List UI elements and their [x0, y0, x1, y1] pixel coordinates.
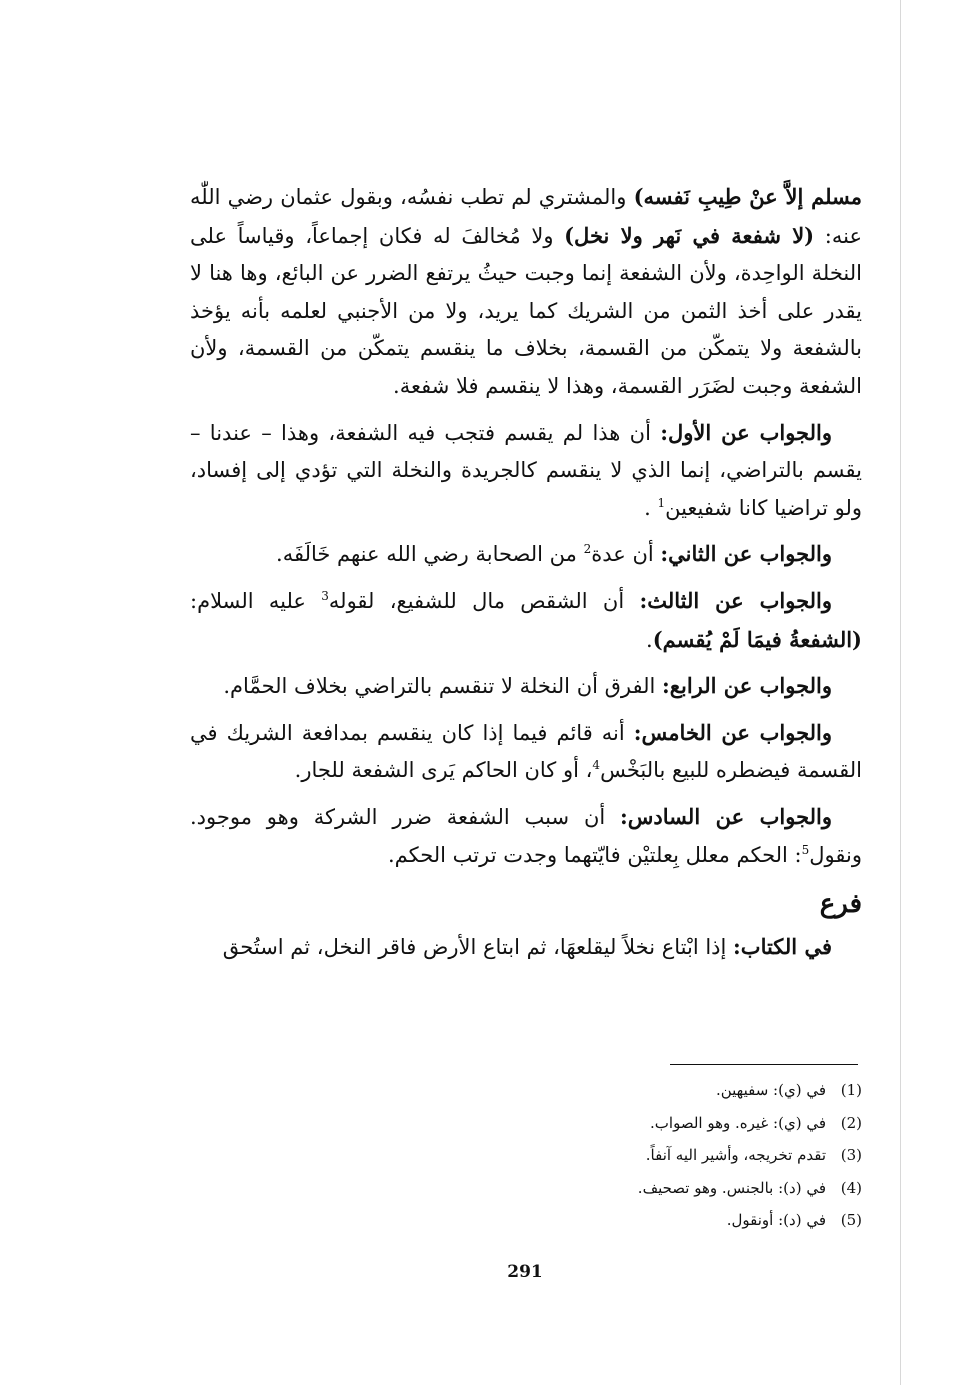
paragraph-answer-4: [190, 667, 862, 706]
paragraph-1-text-a: والمشتري لم تطب نفسُه، وبقول عثمان رضي اللّٰه عنه:: [190, 185, 862, 248]
answer-3-text-a: أن الشقص مال للشفيع، لقوله: [328, 588, 640, 613]
answer-5-lead: والجواب عن الخامس:: [633, 719, 833, 745]
footnote-4: [400, 1172, 862, 1205]
footnote-separator: [670, 1064, 858, 1065]
footnote-number: (4): [840, 1178, 862, 1197]
answer-3-end: .: [646, 627, 653, 652]
footnote-number: (5): [840, 1211, 862, 1229]
footnote-text: في (د): بالجنس. وهو تصحيف.: [637, 1178, 826, 1197]
paragraph-1: [190, 178, 862, 406]
bold-hadith-shufa: (الشفعةُ فيمَا لَمْ يُقسم): [652, 626, 862, 652]
answer-1-lead: والجواب عن الأول:: [660, 419, 832, 445]
bold-athar-uthman: (لا شفعة في نَهر ولا نخل): [564, 222, 815, 248]
answer-1-text: أن هذا لم يقسم فتجب فيه الشفعة، وهذا – عندنا – يقسم بالتراضي، إنما الذي لا ينقسم كالجريدة والنخلة التي تؤدي إلى إفساد، ولو تراضيا كانا شفيعين: [190, 420, 862, 520]
answer-6-text-b: : الحكم معلل بِعلتيْن فايّتهما وجدت ترتب الحكم.: [387, 842, 802, 867]
scan-edge-line: [900, 0, 901, 1385]
page-body: [190, 178, 862, 975]
answer-4-text: الفرق أن النخلة لا تنقسم بالتراضي بخلاف الحمَّام.: [223, 674, 663, 699]
footnote-number: (3): [840, 1146, 862, 1164]
footnote-text: في (ي): غيره. وهو الصواب.: [650, 1113, 826, 1132]
footnote-ref-2[interactable]: 2: [583, 542, 592, 557]
footnote-ref-4[interactable]: 4: [592, 758, 601, 773]
page-number: 291: [507, 1262, 543, 1282]
footnote-1: [400, 1074, 862, 1107]
kitab-lead: في الكتاب:: [733, 934, 832, 960]
paragraph-answer-2: [190, 535, 862, 574]
footnote-number: (2): [840, 1113, 862, 1132]
footnote-ref-1[interactable]: 1: [657, 495, 666, 510]
footnote-2: [400, 1107, 862, 1140]
answer-6-text-a: أن سبب الشفعة ضرر الشركة وهو موجود. ونقول: [190, 804, 862, 867]
footnote-text: في (ي): سفيهين.: [715, 1081, 826, 1099]
answer-2-text-b: من الصحابة رضي الله عنهم خَالَفَه.: [276, 542, 584, 567]
footnote-3: [400, 1139, 862, 1172]
answer-3-text-b: عليه السلام:: [190, 588, 322, 613]
answer-2-lead: والجواب عن الثاني:: [660, 541, 832, 567]
bold-hadith-ending: مسلم إلاَّ عنْ طِيبِ نَفسه): [633, 184, 862, 209]
paragraph-answer-3: [190, 582, 862, 659]
footnote-5: [400, 1204, 862, 1237]
kitab-text: إذا ابْتاع نخلاً ليقلعهَا، ثم ابتاع الأرض فاقر النخل، ثم استُحق: [222, 935, 734, 960]
footnotes: [400, 1074, 862, 1237]
footnote-text: تقدم تخريجه، وأشير اليه آنفاً.: [645, 1146, 826, 1164]
paragraph-answer-5: [190, 714, 862, 790]
paragraph-1-text-b: ولا مُخالفَ له فكان إجماعاً، وقياساً على النخلة الواحِدة، ولأن الشفعة إنما وجبت حيثُ يرتفع الضرر عن البائع، وها هنا لا يقدر على أخذ الثمن من الشريك كما يريد، ولا من الأجنبي لعلمه بأنه يؤخذ بالشفعة ولا يتمكّن من القسمة، بخلاف ما ينقسم يتمكّن من القسمة، ولأن الشفعة وجبت لضَرَر القسمة، وهذا لا ينقسم فلا شفعة.: [190, 223, 862, 398]
answer-3-lead: والجواب عن الثالث:: [639, 587, 832, 613]
answer-5-text-a: أنه قائم فيما إذا كان ينقسم بمدافعة الشريك في القسمة فيضطره للبيع بالبَخْس: [190, 720, 862, 783]
footnote-ref-3[interactable]: 3: [321, 588, 329, 603]
answer-5-text-b: ، أو كان الحاكم يَرى الشفعة للجار.: [294, 758, 593, 783]
answer-2-text-a: أن عدة: [591, 542, 661, 567]
footnote-number: (1): [840, 1081, 862, 1099]
footnote-text: في (د): أونقول.: [726, 1211, 826, 1229]
answer-1-end: .: [644, 495, 658, 520]
answer-6-lead: والجواب عن السادس:: [620, 803, 832, 829]
section-heading: فرع: [819, 889, 862, 920]
paragraph-answer-6: [190, 798, 862, 874]
footnote-ref-5[interactable]: 5: [801, 842, 810, 857]
paragraph-answer-1: [190, 414, 862, 528]
answer-4-lead: والجواب عن الرابع:: [662, 673, 832, 699]
paragraph-kitab: [190, 928, 862, 967]
